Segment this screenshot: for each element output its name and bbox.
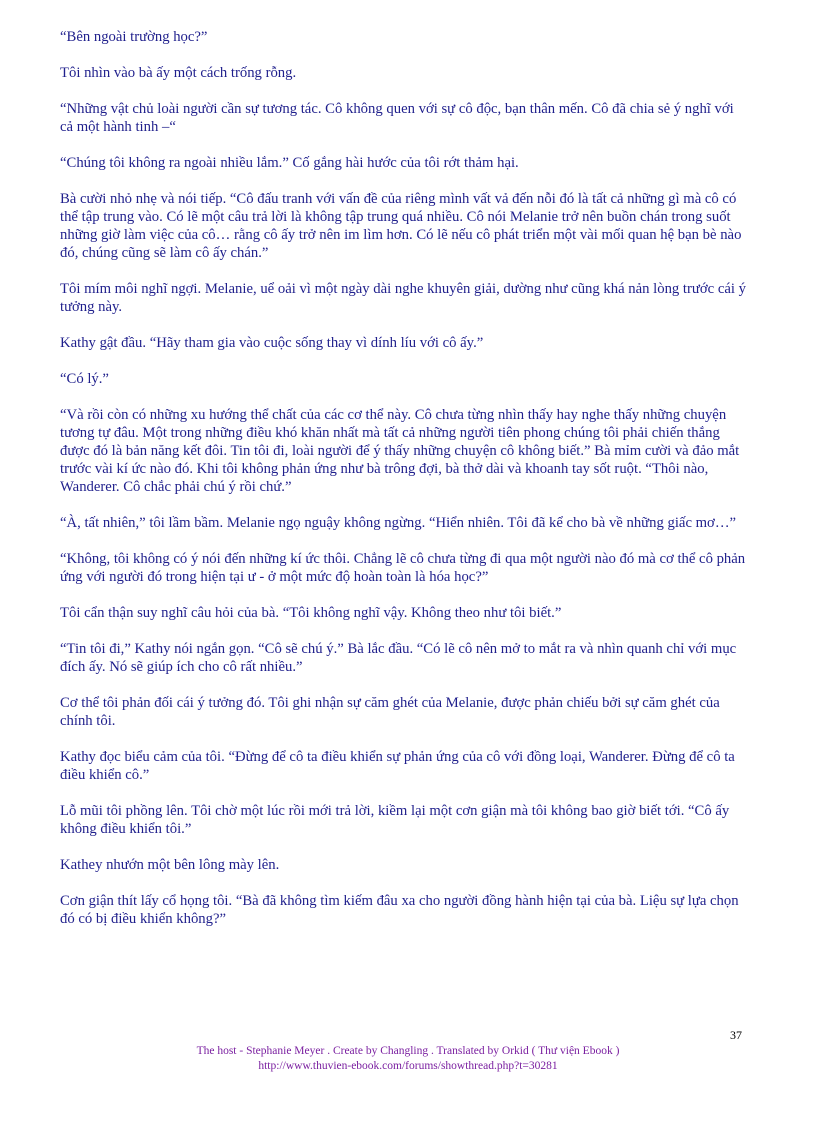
paragraph-1: “Bên ngoài trường học?” bbox=[60, 29, 208, 45]
paragraph-8: “Có lý.” bbox=[60, 371, 109, 387]
paragraph-6: Tôi mím môi nghĩ ngợi. Melanie, uể oải vì một ngày dài nghe khuyên giải, dường như cũng khá nản lòng trước cái ý tưởng này. bbox=[60, 281, 746, 315]
paragraph-4: “Chúng tôi không ra ngoài nhiều lắm.” Cố gắng hài hước của tôi rớt thảm hại. bbox=[60, 155, 519, 171]
paragraph-12: Tôi cẩn thận suy nghĩ câu hỏi của bà. “Tôi không nghĩ vậy. Không theo như tôi biết.” bbox=[60, 605, 562, 621]
page-footer bbox=[0, 1044, 816, 1074]
page-body bbox=[60, 28, 750, 946]
footer-credits: The host - Stephanie Meyer . Create by Changling . Translated by Orkid ( Thư viện Ebook ) bbox=[196, 1045, 620, 1057]
paragraph-18: Cơn giận thít lấy cổ họng tôi. “Bà đã không tìm kiếm đâu xa cho người đồng hành hiện tại của bà. Liệu sự lựa chọn đó có bị điều khiển không?” bbox=[60, 893, 739, 927]
paragraph-17: Kathey nhướn một bên lông mày lên. bbox=[60, 857, 280, 873]
paragraph-15: Kathy đọc biểu cảm của tôi. “Đừng để cô ta điều khiển sự phản ứng của cô với đồng loại, Wanderer. Đừng để cô ta điều khiển cô.” bbox=[60, 749, 735, 783]
paragraph-7: Kathy gật đầu. “Hãy tham gia vào cuộc sống thay vì dính líu với cô ấy.” bbox=[60, 335, 484, 351]
paragraph-16: Lỗ mũi tôi phồng lên. Tôi chờ một lúc rồi mới trả lời, kiềm lại một cơn giận mà tôi không bao giờ biết tới. “Cô ấy không điều khiển tôi.” bbox=[60, 803, 730, 837]
paragraph-13: “Tin tôi đi,” Kathy nói ngắn gọn. “Cô sẽ chú ý.” Bà lắc đầu. “Có lẽ cô nên mở to mắt ra và nhìn quanh chỉ với mục đích ấy. Nó sẽ giúp ích cho cô rất nhiều.” bbox=[60, 641, 737, 675]
paragraph-5: Bà cười nhỏ nhẹ và nói tiếp. “Cô đấu tranh với vấn đề của riêng mình vất vả đến nỗi đó là tất cả những gì mà cô có thể tập trung vào. Có lẽ một câu trả lời là không tập trung quá nhiều. Cô nói Melanie trở nên buồn chán trong suốt những giờ làm việc của cô… rằng cô ấy trở nên im lìm hơn. Có lẽ nếu cô phát triển một vài mối quan hệ bạn bè nào đó, chúng cũng sẽ làm cô ấy chán.” bbox=[60, 191, 742, 261]
paragraph-11: “Không, tôi không có ý nói đến những kí ức thôi. Chẳng lẽ cô chưa từng đi qua một người nào đó mà cơ thể cô phản ứng với người đó trong hiện tại ư - ở một mức độ hoàn toàn là hóa học?” bbox=[60, 551, 746, 585]
paragraph-2: Tôi nhìn vào bà ấy một cách trống rỗng. bbox=[60, 65, 297, 81]
paragraph-3: “Những vật chủ loài người cần sự tương tác. Cô không quen với sự cô độc, bạn thân mến. Cô đã chia sẻ ý nghĩ với cả một hành tinh –“ bbox=[60, 101, 734, 135]
footer-url: http://www.thuvien-ebook.com/forums/showthread.php?t=30281 bbox=[258, 1060, 558, 1072]
paragraph-10: “À, tất nhiên,” tôi lầm bầm. Melanie ngọ nguậy không ngừng. “Hiển nhiên. Tôi đã kể cho bà về những giấc mơ…” bbox=[60, 515, 737, 531]
paragraph-9: “Và rồi còn có những xu hướng thể chất của các cơ thể này. Cô chưa từng nhìn thấy hay nghe thấy những chuyện tương tự đâu. Một trong những điều khó khăn nhất mà tất cả những người tiên phong chúng tôi phải chiến thắng được đó là bản năng kết đôi. Tin tôi đi, loài người để ý thấy những chuyện cô không biết.” Bà mỉm cười và đảo mắt trước vài kí ức nào đó. Khi tôi không phản ứng như bà trông đợi, bà thở dài và khoanh tay sốt ruột. “Thôi nào, Wanderer. Cô chắc phải chú ý rồi chứ.” bbox=[60, 407, 740, 495]
paragraph-14: Cơ thể tôi phản đối cái ý tưởng đó. Tôi ghi nhận sự căm ghét của Melanie, được phản chiếu bởi sự căm ghét của chính tôi. bbox=[60, 695, 720, 729]
page-number: 37 bbox=[730, 1028, 742, 1042]
